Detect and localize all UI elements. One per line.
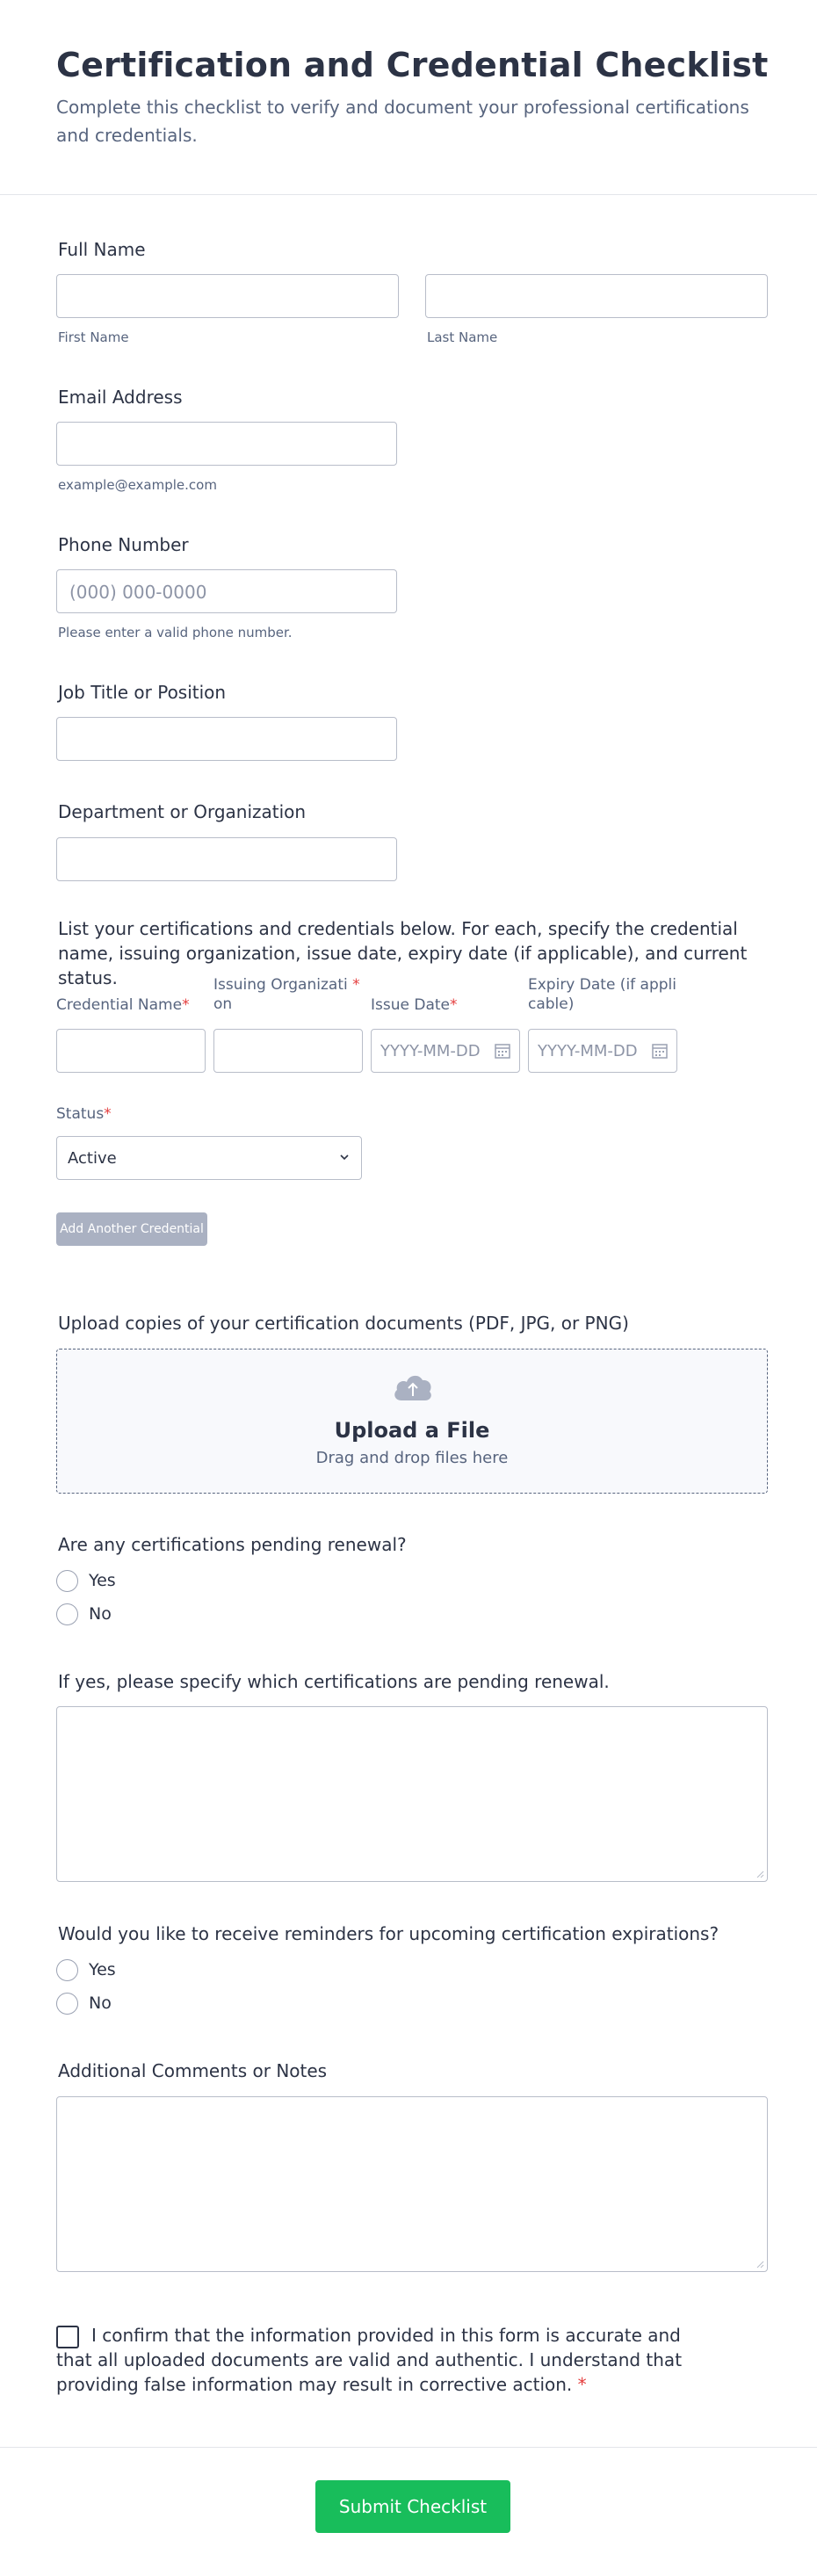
credential-name-input[interactable] xyxy=(56,1029,206,1073)
required-mark: * xyxy=(104,1105,112,1123)
page-subtitle: Complete this checklist to verify and document your professional certifications and credentials. xyxy=(56,97,749,146)
pending-details-label: If yes, please specify which certifications are pending renewal. xyxy=(58,1671,610,1692)
radio-label: Yes xyxy=(89,1571,116,1590)
consent-text: I confirm that the information provided in this form is accurate and that all uploaded documents are valid and authentic. I understand that providing false information may result in corrective action. xyxy=(56,2325,683,2395)
last-name-sublabel: Last Name xyxy=(427,329,498,345)
radio-label: Yes xyxy=(89,1960,116,1979)
expiry-date-placeholder: YYYY-MM-DD xyxy=(538,1042,638,1060)
issuer-header-line1: Issuing Organizati xyxy=(213,976,348,994)
credential-name-header-text: Credential Name xyxy=(56,996,183,1014)
credential-name-header xyxy=(56,995,206,1015)
upload-cloud-icon xyxy=(391,1371,435,1404)
radio-button[interactable] xyxy=(56,1993,78,2015)
email-field[interactable] xyxy=(56,422,397,466)
first-name-sublabel: First Name xyxy=(58,329,129,345)
comments-textarea[interactable] xyxy=(56,2096,768,2272)
reminders-label: Would you like to receive reminders for upcoming certification expirations? xyxy=(58,1923,719,1944)
email-sublabel: example@example.com xyxy=(58,477,217,493)
status-label-text: Status xyxy=(56,1105,105,1123)
add-credential-button[interactable]: Add Another Credential xyxy=(56,1212,207,1246)
radio-button[interactable] xyxy=(56,1570,78,1592)
status-selected-value: Active xyxy=(68,1149,117,1168)
chevron-down-icon xyxy=(338,1151,351,1163)
status-select[interactable] xyxy=(56,1136,362,1180)
last-name-input[interactable] xyxy=(425,274,768,318)
upload-title: Upload a File xyxy=(334,1418,490,1443)
upload-subtitle: Drag and drop files here xyxy=(315,1449,509,1467)
submit-button[interactable]: Submit Checklist xyxy=(315,2480,510,2533)
resize-grip-icon[interactable] xyxy=(756,2260,764,2268)
phone-placeholder: (000) 000-0000 xyxy=(69,582,207,603)
job-title-label: Job Title or Position xyxy=(58,682,227,703)
phone-sublabel: Please enter a valid phone number. xyxy=(58,625,293,640)
job-title-input[interactable] xyxy=(56,717,397,761)
calendar-icon[interactable] xyxy=(652,1043,668,1059)
department-input[interactable] xyxy=(56,837,397,881)
form-header xyxy=(0,0,817,195)
phone-input[interactable] xyxy=(56,569,397,613)
credentials-instructions: List your certifications and credentials below. For each, specify the credential name, issuing organization, issue date, expiry date (if applicable), and current status. xyxy=(58,918,748,988)
required-mark: * xyxy=(577,2374,587,2395)
expiry-header-line2: cable) xyxy=(528,995,575,1013)
expiry-date-header xyxy=(528,975,677,1014)
email-label: Email Address xyxy=(58,387,183,408)
footer-divider xyxy=(0,2447,817,2448)
radio-label: No xyxy=(89,1994,112,2013)
comments-label: Additional Comments or Notes xyxy=(58,2060,328,2081)
pending-renewal-label: Are any certifications pending renewal? xyxy=(58,1534,407,1555)
issuer-header-line2: on xyxy=(213,995,233,1013)
radio-label: No xyxy=(89,1604,112,1624)
phone-label: Phone Number xyxy=(58,534,189,555)
expiry-date-input[interactable] xyxy=(528,1029,677,1073)
required-mark: * xyxy=(182,996,190,1014)
upload-label: Upload copies of your certification documents (PDF, JPG, or PNG) xyxy=(58,1313,629,1334)
issue-date-placeholder: YYYY-MM-DD xyxy=(380,1042,481,1060)
file-upload-dropzone[interactable] xyxy=(56,1349,768,1494)
expiry-header-line1: Expiry Date (if appli xyxy=(528,976,676,994)
issuing-organization-header xyxy=(213,975,363,1014)
radio-button[interactable] xyxy=(56,1959,78,1981)
full-name-label: Full Name xyxy=(58,239,146,260)
issue-date-input[interactable] xyxy=(371,1029,520,1073)
resize-grip-icon[interactable] xyxy=(756,1870,764,1878)
department-label: Department or Organization xyxy=(58,801,307,822)
required-mark: * xyxy=(352,976,360,994)
radio-button[interactable] xyxy=(56,1603,78,1625)
page-title: Certification and Credential Checklist xyxy=(56,46,769,84)
calendar-icon[interactable] xyxy=(495,1043,510,1059)
issue-date-header xyxy=(371,995,520,1015)
consent-label xyxy=(56,2323,689,2397)
status-label xyxy=(56,1104,112,1124)
issue-date-header-text: Issue Date xyxy=(371,996,450,1014)
required-mark: * xyxy=(450,996,458,1014)
issuing-organization-input[interactable] xyxy=(213,1029,363,1073)
pending-details-textarea[interactable] xyxy=(56,1706,768,1882)
first-name-input[interactable] xyxy=(56,274,399,318)
